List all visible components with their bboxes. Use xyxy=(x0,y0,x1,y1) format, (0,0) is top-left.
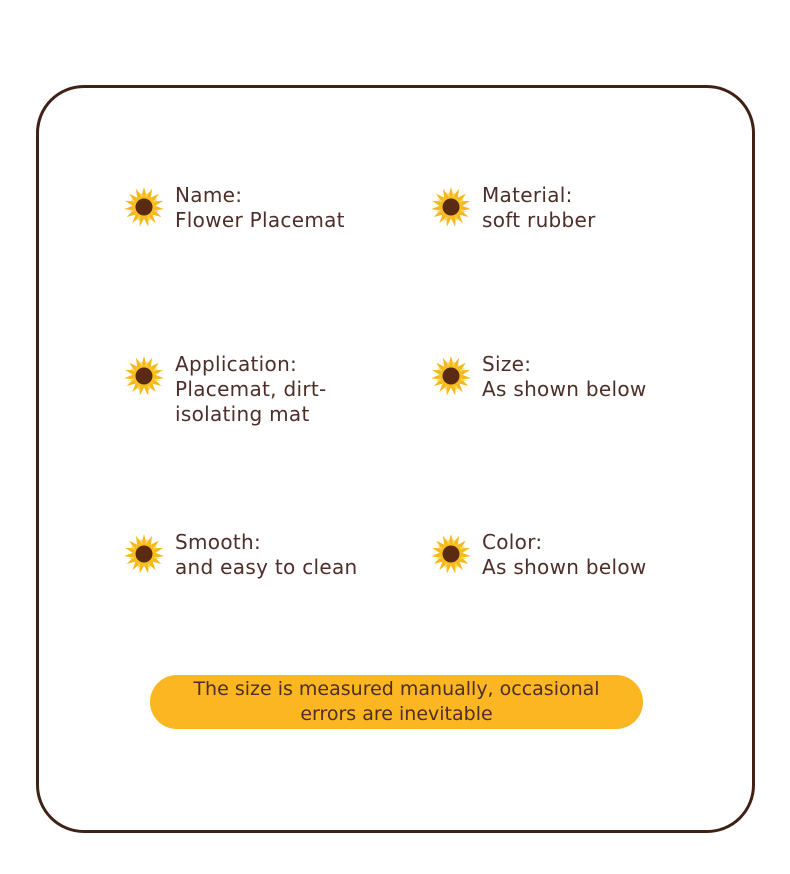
spec-label: Application: xyxy=(175,352,298,376)
spec-value: Placemat, dirt-isolating mat xyxy=(175,377,327,426)
spec-size xyxy=(430,352,647,402)
spec-label: Size: xyxy=(482,352,532,376)
sunflower-icon xyxy=(430,186,472,228)
spec-value: and easy to clean xyxy=(175,555,358,579)
sunflower-icon xyxy=(123,533,165,575)
spec-value: As shown below xyxy=(482,377,647,401)
spec-label: Smooth: xyxy=(175,530,262,554)
spec-name xyxy=(123,183,345,233)
spec-value: Flower Placemat xyxy=(175,208,345,232)
spec-label: Material: xyxy=(482,183,573,207)
sunflower-icon xyxy=(430,533,472,575)
sunflower-icon xyxy=(430,355,472,397)
measurement-notice: The size is measured manually, occasional errors are inevitable xyxy=(150,675,643,729)
spec-label: Color: xyxy=(482,530,543,554)
spec-label: Name: xyxy=(175,183,243,207)
spec-value: As shown below xyxy=(482,555,647,579)
sunflower-icon xyxy=(123,186,165,228)
spec-material xyxy=(430,183,596,233)
spec-smooth xyxy=(123,530,357,580)
spec-color xyxy=(430,530,647,580)
spec-value: soft rubber xyxy=(482,208,596,232)
spec-application xyxy=(123,352,345,427)
sunflower-icon xyxy=(123,355,165,397)
